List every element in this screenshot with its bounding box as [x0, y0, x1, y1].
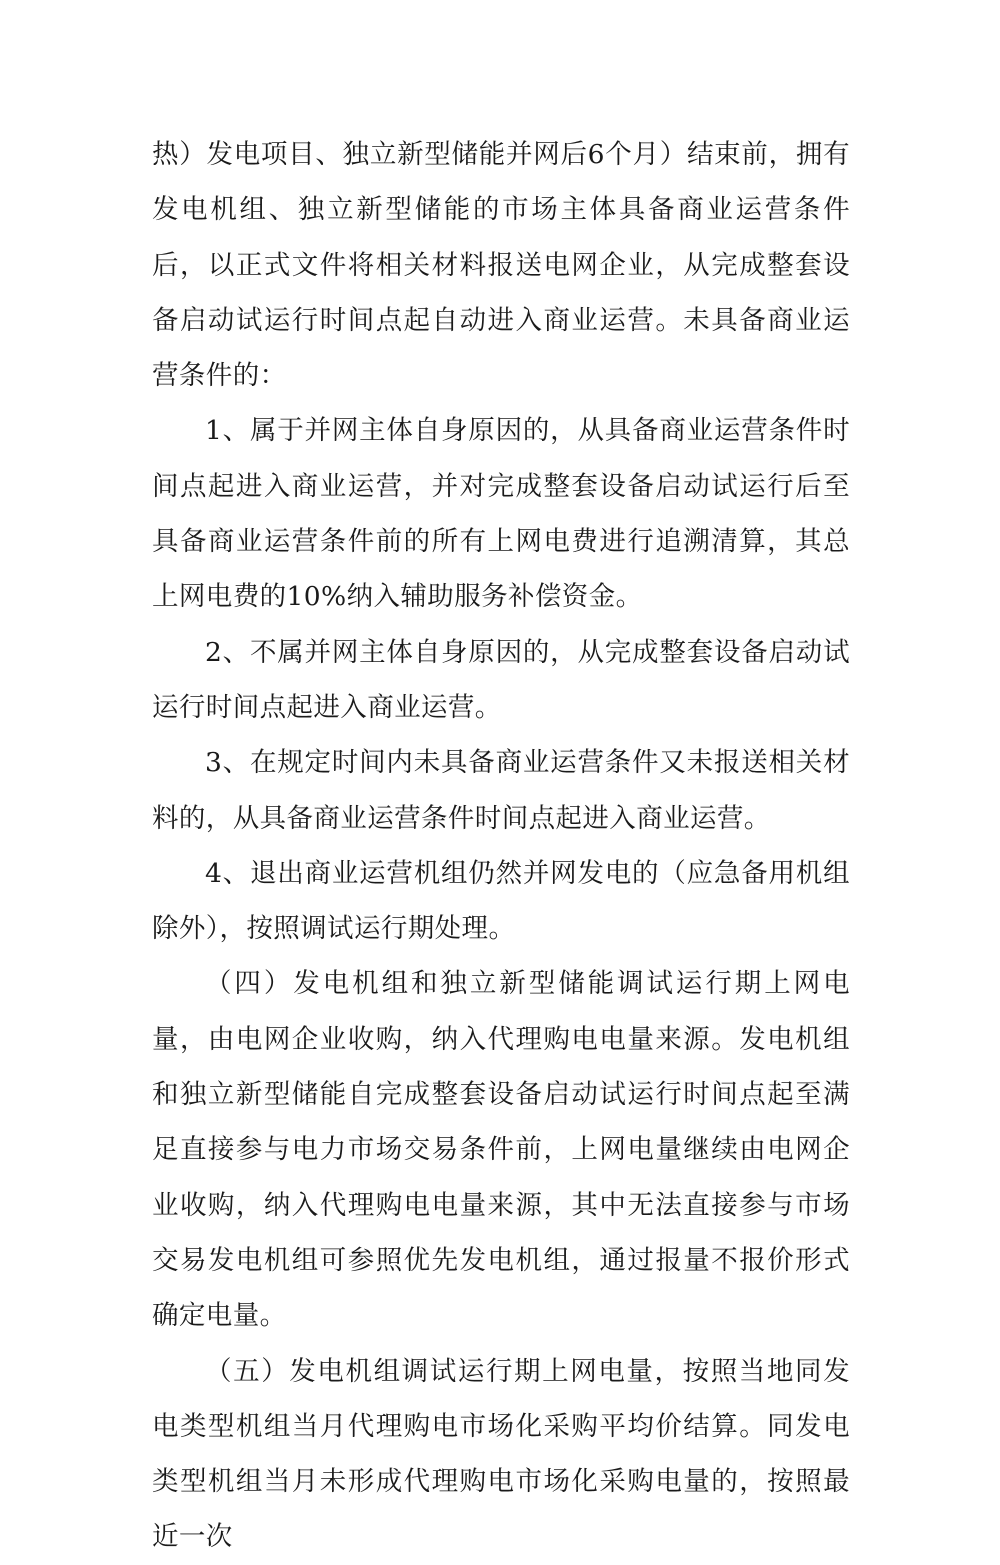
paragraph-item-2: 2、不属并网主体自身原因的，从完成整套设备启动试运行时间点起进入商业运营。 — [152, 636, 850, 723]
paragraph-continuation: 热）发电项目、独立新型储能并网后6个月）结束前，拥有发电机组、独立新型储能的市场主体具备商业运营条件后，以正式文件将相关材料报送电网企业，从完成整套设备启动试运行时间点起自动进入商业运营。未具备商业运营条件的： — [152, 139, 850, 392]
paragraph-item-4: 4、退出商业运营机组仍然并网发电的（应急备用机组除外），按照调试运行期处理。 — [152, 857, 850, 945]
paragraph-section-4: （四）发电机组和独立新型储能调试运行期上网电量，由电网企业收购，纳入代理购电电量来源。发电机组和独立新型储能自完成整套设备启动试运行时间点起至满足直接参与电力市场交易条件前，上网电量继续由电网企业收购，纳入代理购电电量来源，其中无法直接参与市场交易发电机组可参照优先发电机组，通过报量不报价形式确定电量。 — [152, 968, 850, 1332]
paragraph-item-3: 3、在规定时间内未具备商业运营条件又未报送相关材料的，从具备商业运营条件时间点起进入商业运营。 — [152, 747, 850, 834]
paragraph-section-5: （五）发电机组调试运行期上网电量，按照当地同发电类型机组当月代理购电市场化采购平均价结算。同发电类型机组当月未形成代理购电市场化采购电量的，按照最近一次 — [152, 1355, 850, 1553]
paragraph-item-1: 1、属于并网主体自身原因的，从具备商业运营条件时间点起进入商业运营，并对完成整套设备启动试运行后至具备商业运营条件前的所有上网电费进行追溯清算，其总上网电费的10%纳入辅助服务补偿资金。 — [152, 415, 850, 613]
document-body — [152, 127, 850, 1565]
